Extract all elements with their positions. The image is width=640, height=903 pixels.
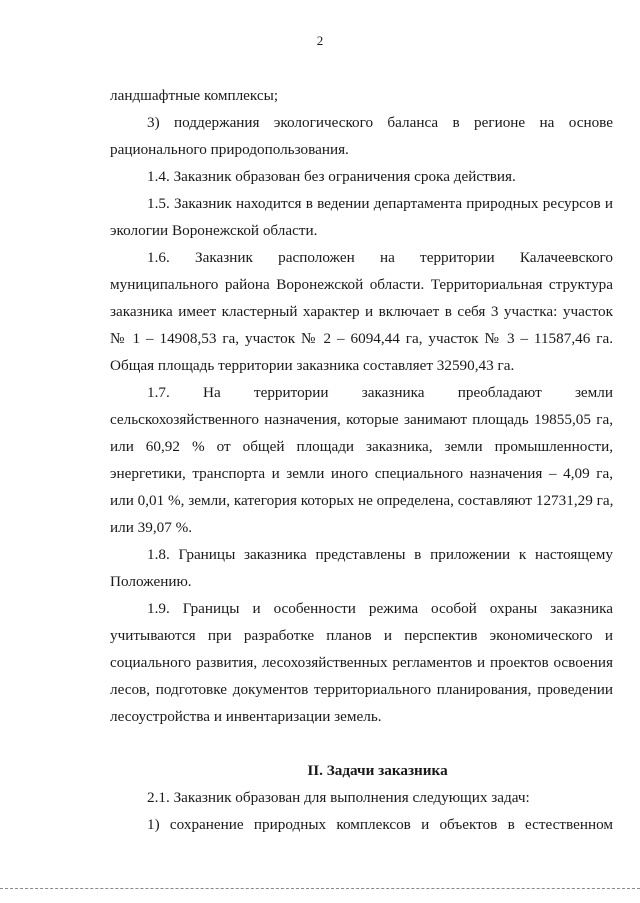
scan-edge-divider: [0, 888, 640, 890]
text-line: 1.5. Заказник находится в ведении департамента природных ресурсов и: [147, 195, 613, 212]
text-line: 1.8. Границы заказника представлены в приложении к настоящему: [147, 546, 613, 563]
text-line: экологии Воронежской области.: [110, 222, 318, 239]
text-line: энергетики, транспорта и земли иного специального назначения – 4,09 га,: [110, 465, 613, 482]
text-line: или 39,07 %.: [110, 519, 193, 536]
text-line: Положению.: [110, 573, 192, 590]
text-line: № 1 – 14908,53 га, участок № 2 – 6094,44 га, участок № 3 – 11587,46 га.: [110, 330, 613, 347]
text-line: 3) поддержания экологического баланса в регионе на основе: [147, 114, 613, 131]
section-heading: II. Задачи заказника: [307, 762, 448, 779]
text-line: заказника имеет кластерный характер и включает в себя 3 участка: участок: [110, 303, 613, 320]
text-line: лесов, подготовке документов территориального планирования, проведении: [110, 681, 613, 698]
text-line: 1.6. Заказник расположен на территории Калачеевского: [147, 249, 613, 266]
text-line: рационального природопользования.: [110, 141, 349, 158]
text-line: или 0,01 %, земли, категория которых не определена, составляют 12731,29 га,: [110, 492, 614, 509]
text-line: 2.1. Заказник образован для выполнения следующих задач:: [147, 789, 530, 806]
text-line: или 60,92 % от общей площади заказника, земли промышленности,: [110, 438, 613, 455]
text-line: учитываются при разработке планов и перспектив экономического и: [110, 627, 613, 644]
text-line: 1.7. На территории заказника преобладают земли: [147, 384, 613, 401]
page-number: 2: [316, 33, 324, 48]
text-line: социального развития, лесохозяйственных регламентов и проектов освоения: [110, 654, 613, 671]
text-line: муниципального района Воронежской области. Территориальная структура: [110, 276, 613, 293]
text-line: ландшафтные комплексы;: [110, 87, 279, 104]
text-line: 1) сохранение природных комплексов и объектов в естественном: [147, 816, 613, 833]
text-line: лесоустройства и инвентаризации земель.: [110, 708, 382, 725]
text-line: 1.4. Заказник образован без ограничения срока действия.: [147, 168, 516, 185]
text-line: 1.9. Границы и особенности режима особой охраны заказника: [147, 600, 613, 617]
text-line: сельскохозяйственного назначения, которые занимают площадь 19855,05 га,: [110, 411, 613, 428]
text-line: Общая площадь территории заказника составляет 32590,43 га.: [110, 357, 515, 374]
